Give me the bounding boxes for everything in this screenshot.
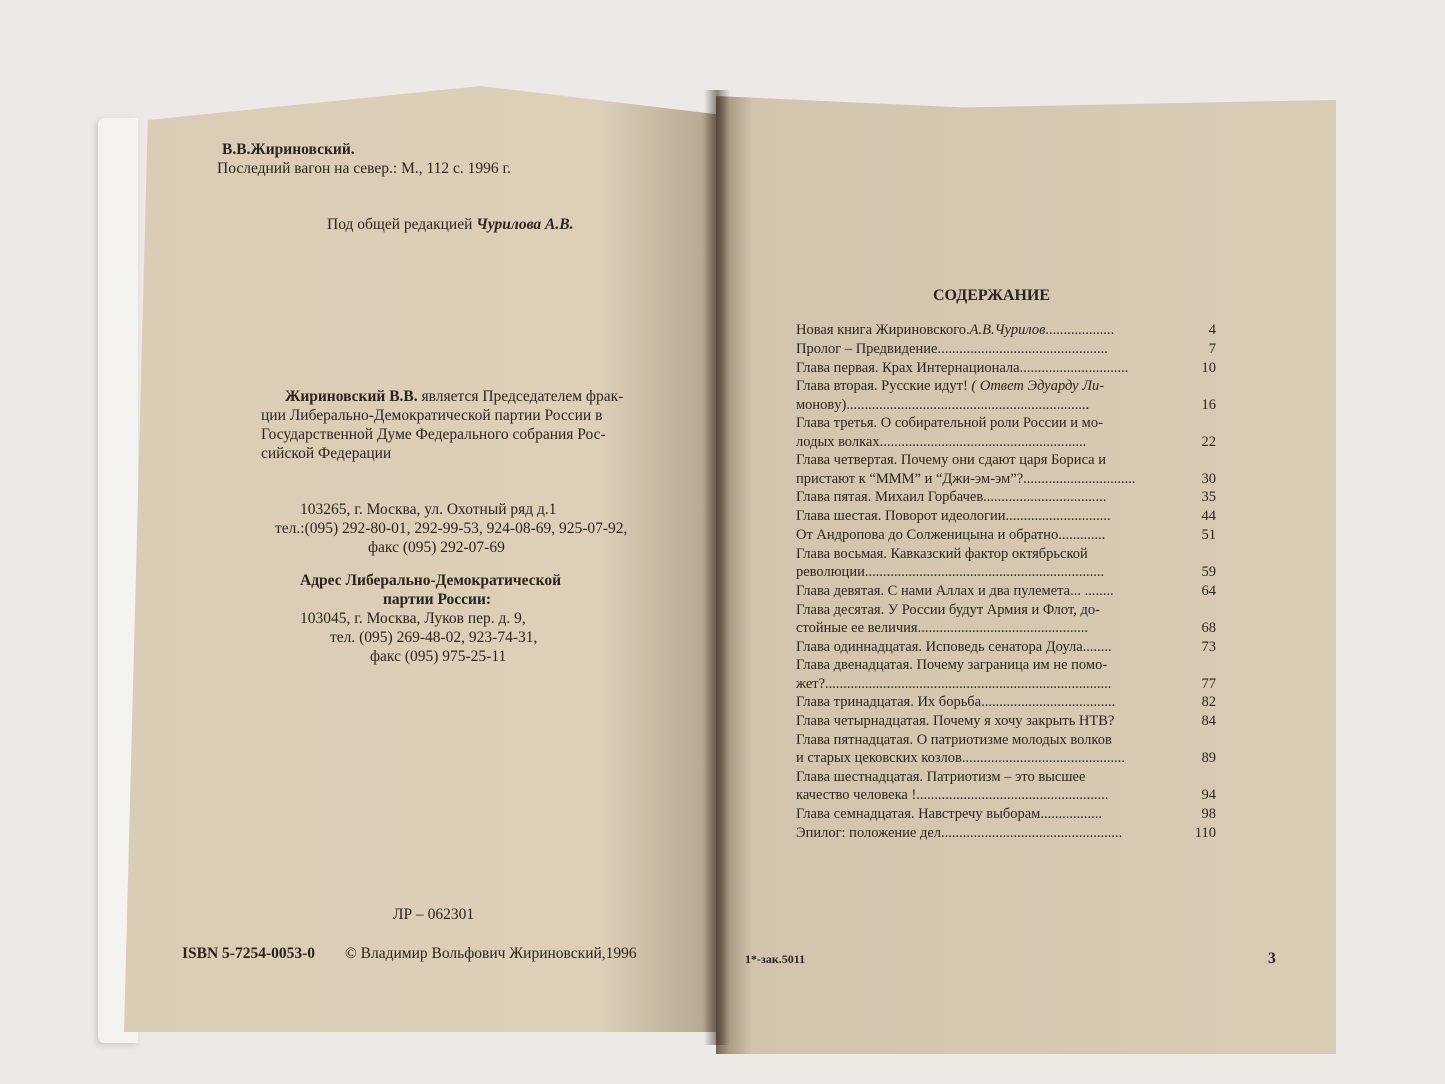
toc-entry-continuation bbox=[796, 470, 1216, 488]
toc-page-number: 30 bbox=[1201, 470, 1216, 487]
party-heading-1: Адрес Либерально-Демократической bbox=[300, 572, 562, 589]
toc-page-number: 4 bbox=[1208, 322, 1216, 338]
toc-dots: ................. bbox=[1040, 806, 1102, 822]
address1-line-2: тел.:(095) 292-80-01, 292-99-53, 924-08-69, 925-07-92, bbox=[275, 520, 628, 537]
toc-entry-line bbox=[796, 601, 1100, 619]
toc-entry bbox=[796, 545, 1216, 563]
toc-entry bbox=[796, 693, 1216, 711]
toc-page-number: 77 bbox=[1201, 675, 1216, 692]
toc-entry-text: Глава двенадцатая. Почему заграница им не помо- bbox=[796, 657, 1108, 674]
toc-entry-line bbox=[796, 805, 1102, 823]
toc-entry-text: Эпилог: положение дел bbox=[796, 824, 942, 841]
toc-entry-text: Глава пятая. Михаил Горбачев bbox=[796, 489, 984, 506]
toc-entry-cont-text: революции bbox=[796, 564, 865, 580]
toc-entry-line bbox=[796, 340, 1108, 358]
toc-entry-line bbox=[796, 377, 1104, 395]
toc-entry-cont-text: качество человека ! bbox=[796, 787, 917, 804]
toc-entry bbox=[796, 359, 1216, 377]
toc-dots: ........ bbox=[1082, 638, 1112, 655]
toc-entry-line bbox=[796, 712, 1114, 730]
toc-entry-cont-text: жет? bbox=[796, 675, 826, 692]
toc-entry-line bbox=[796, 470, 1136, 488]
toc-dots: ............................................... bbox=[917, 619, 1088, 636]
toc-page-number: 51 bbox=[1201, 527, 1216, 543]
toc-entry-line bbox=[796, 675, 1111, 693]
toc-entry bbox=[796, 340, 1216, 358]
toc-entry-italic: А.В.Чурилов bbox=[969, 322, 1046, 338]
toc-page-number: 84 bbox=[1201, 713, 1216, 730]
toc-page-number: 7 bbox=[1208, 340, 1216, 357]
toc-entry-cont-text: лодых волках bbox=[796, 433, 880, 450]
toc-entry-line bbox=[796, 619, 1088, 637]
toc-dots: ................................................................... bbox=[846, 396, 1090, 413]
toc-entry-text: Глава восьмая. Кавказский фактор октябрьской bbox=[796, 545, 1088, 562]
toc-entry-text: Глава вторая. Русские идут! bbox=[796, 378, 972, 395]
toc-entry-line bbox=[796, 693, 1115, 711]
toc-entry bbox=[796, 656, 1216, 674]
toc-entry-text: Глава девятая. С нами Аллах и два пулемета... bbox=[796, 582, 1085, 599]
toc-entry-line bbox=[796, 526, 1105, 544]
toc-entry-line bbox=[796, 731, 1112, 749]
editor-name: Чурилова А.В. bbox=[476, 216, 574, 233]
toc-dots: ............. bbox=[1058, 527, 1106, 543]
toc-entry-text: Глава четвертая. Почему они сдают царя Бориса и bbox=[796, 452, 1107, 469]
toc-entry-continuation bbox=[796, 563, 1216, 581]
toc-page-number: 73 bbox=[1201, 638, 1216, 655]
toc-entry bbox=[796, 805, 1216, 823]
toc-entry-text: Глава одиннадцатая. Исповедь сенатора Доула bbox=[796, 638, 1083, 655]
toc-entry-continuation bbox=[796, 619, 1216, 637]
toc-entry-cont-text: стойные ее величия bbox=[796, 619, 918, 636]
toc-entry bbox=[796, 638, 1216, 656]
address1-line-3: факс (095) 292-07-69 bbox=[368, 539, 505, 556]
show-through-left bbox=[290, 320, 309, 389]
toc-page-number: 98 bbox=[1201, 806, 1216, 822]
toc-dots: ............................................. bbox=[961, 750, 1126, 767]
address2-line-3: факс (095) 975-25-11 bbox=[370, 648, 507, 665]
toc-dots: .................................................................. bbox=[864, 564, 1105, 580]
copyright: © Владимир Вольфович Жириновский,1996 bbox=[345, 945, 637, 962]
book-gutter bbox=[704, 90, 730, 1045]
toc-entry bbox=[796, 377, 1216, 395]
toc-entry-continuation bbox=[796, 396, 1216, 414]
toc-entry-text: Глава первая. Крах Интернационала bbox=[796, 359, 1020, 376]
toc-page-number: 89 bbox=[1201, 750, 1216, 767]
toc-entry bbox=[796, 731, 1216, 749]
toc-entry-text: Новая книга Жириновского. bbox=[796, 322, 970, 338]
toc-entry-cont-text: и старых цековских козлов bbox=[796, 750, 962, 767]
book-line: Последний вагон на север.: М., 112 с. 1996 г. bbox=[217, 160, 512, 177]
toc-dots: .................................................. bbox=[941, 824, 1123, 841]
toc-entry-line bbox=[796, 824, 1122, 842]
party-heading-2: партии России: bbox=[383, 591, 492, 608]
toc-entry-line bbox=[796, 414, 1103, 432]
toc-entry-text: Пролог – Предвидение. bbox=[796, 340, 942, 357]
toc-entry-text: Глава пятнадцатая. О патриотизме молодых волков bbox=[796, 732, 1112, 748]
toc-page-number: 44 bbox=[1201, 508, 1216, 525]
bio-line-1 bbox=[285, 388, 623, 406]
toc-entry-continuation bbox=[796, 433, 1216, 451]
toc-entry-line bbox=[796, 786, 1108, 804]
toc-entry-text: Глава шестнадцатая. Патриотизм – это высшее bbox=[796, 769, 1086, 785]
toc-page-number: 16 bbox=[1201, 396, 1216, 413]
toc-entry bbox=[796, 451, 1216, 469]
toc-entry-line bbox=[796, 582, 1114, 600]
toc-entry-cont-text: моновy) bbox=[796, 396, 847, 413]
toc-entry-text: Глава третья. О собирательной роли России и мо- bbox=[796, 415, 1103, 432]
toc-page-number: 35 bbox=[1201, 489, 1216, 506]
toc-entry-line bbox=[796, 656, 1107, 674]
toc-page-number: 59 bbox=[1201, 564, 1216, 580]
toc-entry-line bbox=[796, 488, 1106, 506]
toc-page-number: 68 bbox=[1201, 619, 1216, 636]
toc-dots: .............................................. bbox=[941, 340, 1108, 357]
toc-page-number: 82 bbox=[1201, 694, 1216, 711]
toc-entry bbox=[796, 488, 1216, 506]
address2-line-2: тел. (095) 269-48-02, 923-74-31, bbox=[330, 629, 538, 646]
toc-entry bbox=[796, 768, 1216, 786]
address2-line-1: 103045, г. Москва, Луков пер. д. 9, bbox=[300, 610, 526, 627]
toc-dots: ......................................................... bbox=[879, 433, 1087, 450]
toc-entry-line bbox=[796, 359, 1128, 377]
toc-page-number: 64 bbox=[1201, 582, 1216, 599]
toc-entry bbox=[796, 712, 1216, 730]
toc-entry-line bbox=[796, 396, 1089, 414]
bio-text-1: является Председателем фрак- bbox=[421, 388, 624, 405]
isbn: ISBN 5-7254-0053-0 bbox=[182, 945, 316, 962]
bio-line-3: Государственной Думе Федерального собрания Рос- bbox=[261, 426, 606, 443]
toc-entry-line bbox=[796, 545, 1088, 563]
editor-line bbox=[327, 216, 573, 234]
toc-dots: ............................... bbox=[1023, 470, 1136, 487]
toc-entry-text: Глава десятая. У России будут Армия и Флот, до- bbox=[796, 601, 1100, 618]
editor-prefix: Под общей редакцией bbox=[327, 216, 473, 233]
author-name: В.В.Жириновский. bbox=[222, 141, 355, 158]
toc-entry bbox=[796, 824, 1216, 842]
license-number: ЛР – 062301 bbox=[393, 906, 475, 923]
toc-entry-line bbox=[796, 563, 1104, 581]
toc-entry-line bbox=[796, 768, 1085, 786]
toc-page-number: 22 bbox=[1201, 433, 1216, 450]
toc-page-number: 110 bbox=[1194, 824, 1216, 841]
toc-dots: ..................................... bbox=[981, 694, 1116, 711]
toc-entry-line bbox=[796, 451, 1106, 469]
toc-page-number: 94 bbox=[1201, 787, 1216, 804]
toc-entry-cont-text: пристают к “МММ” и “Джи-эм-эм”? bbox=[796, 470, 1024, 487]
toc-entry-continuation bbox=[796, 675, 1216, 693]
toc-dots: ............................. bbox=[1005, 508, 1111, 525]
toc-entry bbox=[796, 414, 1216, 432]
toc-entry-continuation bbox=[796, 749, 1216, 767]
toc-dots: ................... bbox=[1045, 322, 1115, 338]
toc-entry-line bbox=[796, 433, 1086, 451]
toc-entry-text: Глава семнадцатая. Навстречу выборам bbox=[796, 806, 1041, 822]
page-number: 3 bbox=[1268, 950, 1276, 967]
toc-entry bbox=[796, 601, 1216, 619]
toc-dots: ........ bbox=[1084, 582, 1114, 599]
toc-entry-line bbox=[796, 638, 1112, 656]
toc-page-number: 10 bbox=[1201, 359, 1216, 376]
bio-line-2: ции Либерально-Демократической партии России в bbox=[261, 407, 603, 424]
toc-dots: .................................. bbox=[983, 489, 1107, 506]
toc-dots: ............................................................................... bbox=[825, 675, 1112, 692]
toc-entry-text: Глава тринадцатая. Их борьба bbox=[796, 694, 982, 711]
toc-entry-continuation bbox=[796, 786, 1216, 804]
toc-dots: .............................. bbox=[1019, 359, 1129, 376]
toc-dots: ..................................................... bbox=[916, 787, 1109, 804]
toc-entry-text: Глава шестая. Поворот идеологии bbox=[796, 508, 1006, 525]
toc-entry-line bbox=[796, 507, 1111, 525]
toc-entry bbox=[796, 321, 1216, 339]
toc-title: СОДЕРЖАНИЕ bbox=[933, 287, 1051, 304]
order-mark: 1*-зак.5011 bbox=[745, 952, 806, 966]
toc-entry-line bbox=[796, 749, 1125, 767]
toc-entry bbox=[796, 507, 1216, 525]
address1-line-1: 103265, г. Москва, ул. Охотный ряд д.1 bbox=[300, 501, 557, 518]
toc-entry-text: Глава четырнадцатая. Почему я хочу закрыть НТВ? bbox=[796, 713, 1115, 730]
toc-entry bbox=[796, 582, 1216, 600]
toc-entry-italic: ( Ответ Эдуарду Ли- bbox=[971, 378, 1105, 395]
bio-line-4: сийской Федерации bbox=[261, 445, 392, 462]
bio-name: Жириновский В.В. bbox=[285, 388, 418, 405]
toc-entry-text: От Андропова до Солженицына и обратно bbox=[796, 527, 1059, 543]
toc-entry bbox=[796, 526, 1216, 544]
toc-entry-line bbox=[796, 321, 1114, 339]
